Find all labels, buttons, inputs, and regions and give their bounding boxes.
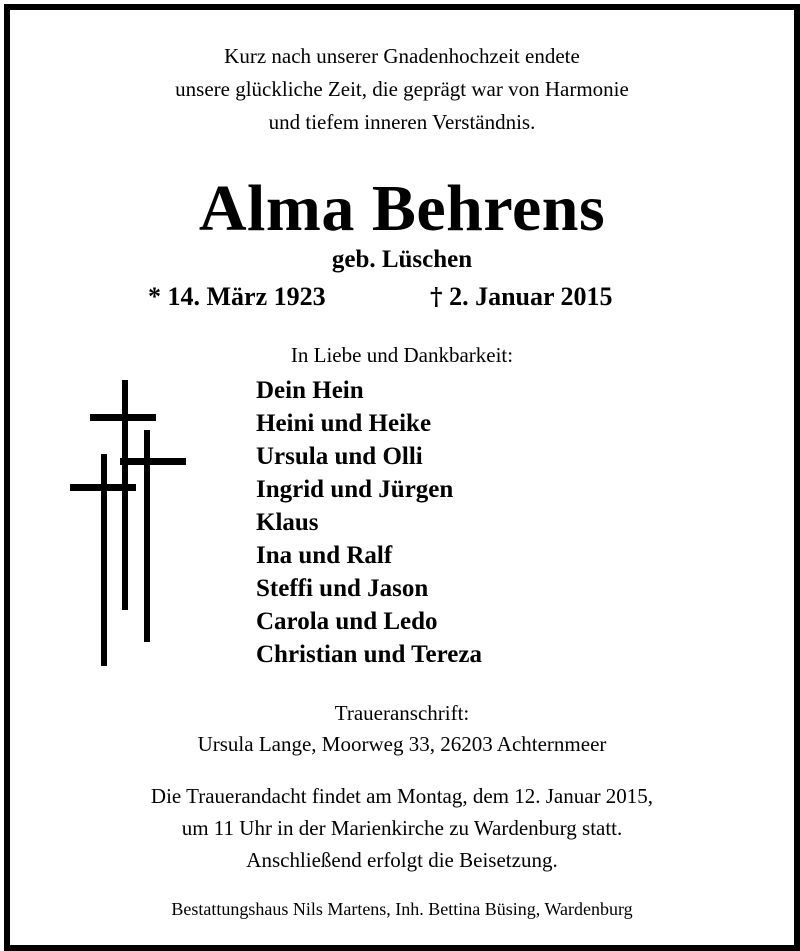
thanks-heading: In Liebe und Dankbarkeit: [290,343,514,367]
cross-1-horizontal [90,414,156,421]
undertaker-line: Bestattungshaus Nils Martens, Inh. Bettina Büsing, Wardenburg [171,899,633,919]
intro-line: unsere glückliche Zeit, die geprägt war von Harmonie [175,77,629,101]
mourner-name: Klaus [256,509,319,536]
intro-text [10,40,794,139]
mourners-list [256,374,482,671]
death-date: 2. Januar 2015 [449,282,613,311]
intro-line: und tiefem inneren Verständnis. [268,110,536,134]
mourner-name: Carola und Ledo [256,608,438,635]
cross-3-horizontal [70,484,136,491]
mourner-name: Dein Hein [256,377,364,404]
maiden-name: geb. Lüschen [331,246,473,273]
mourner-name: Heini und Heike [256,410,432,437]
service-info [10,780,794,876]
mourner-name: Ina und Ralf [256,542,393,569]
life-dates [10,280,794,314]
mourning-address [10,698,794,760]
death-date-group [430,280,613,314]
service-line: um 11 Uhr in der Marienkirche zu Wardenburg statt. [181,816,623,840]
death-cross-icon: † [430,282,443,311]
mourner-name: Christian und Tereza [256,641,482,668]
deceased-name: Alma Behrens [198,172,606,245]
intro-line: Kurz nach unserer Gnadenhochzeit endete [224,44,580,68]
obituary-notice [4,4,800,951]
address-line: Ursula Lange, Moorweg 33, 26203 Achternmeer [197,732,607,756]
mourner-name: Ingrid und Jürgen [256,476,454,503]
mourner-name: Steffi und Jason [256,575,429,602]
service-line: Anschließend erfolgt die Beisetzung. [246,848,558,872]
service-line: Die Trauerandacht findet am Montag, dem 12. Januar 2015, [150,784,654,808]
cross-2-horizontal [120,458,186,465]
birth-date: * 14. März 1923 [148,282,326,311]
address-label: Traueranschrift: [334,701,470,725]
mourner-name: Ursula und Olli [256,443,423,470]
three-crosses-icon [64,372,194,677]
